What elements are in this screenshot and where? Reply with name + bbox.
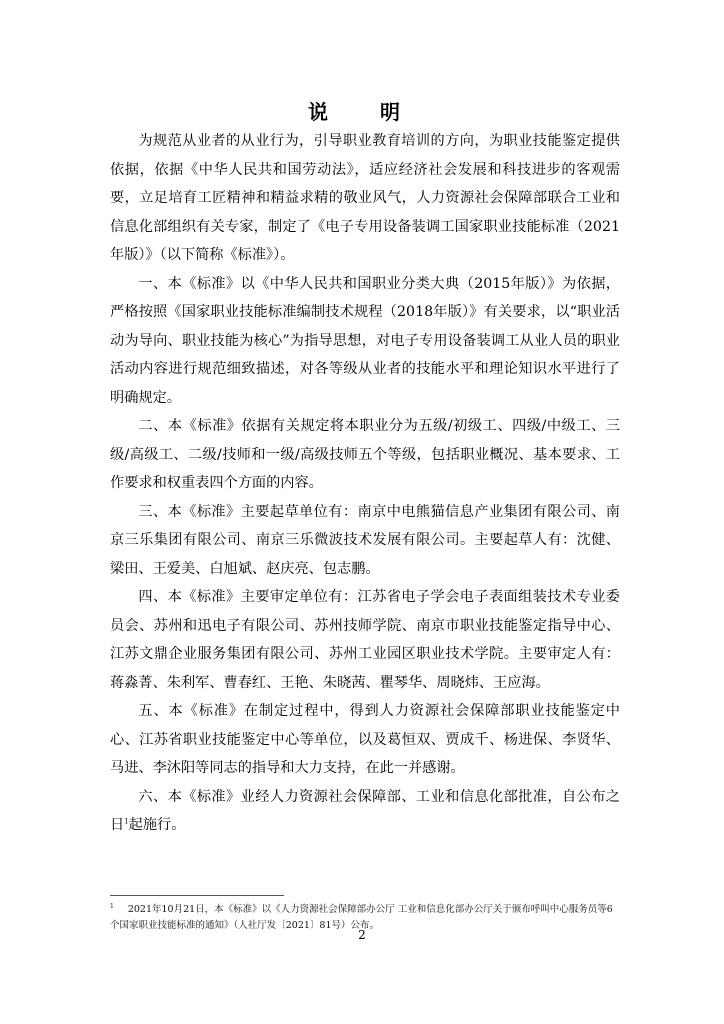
footnote-text: 2021年10月21日，本《标准》以《人力资源社会保障部办公厅 工业和信息化部办公厅关于颁布呼叫中心服务员等6个国家职业技能标准的通知》（人社厅发〔2021〕81号）公布。	[110, 904, 613, 931]
paragraph-6-text-end: 起施行。	[128, 817, 186, 833]
paragraph-6	[110, 783, 620, 840]
paragraph-4: 四、本《标准》主要审定单位有：江苏省电子学会电子表面组装技术专业委员会、苏州和迅电子有限公司、苏州技师学院、南京市职业技能鉴定指导中心、江苏文鼎企业服务集团有限公司、苏州工业园区职业技术学院。主要审定人有：蒋淼菁、朱利军、曹春红、王艳、朱晓茜、瞿琴华、周晓炜、王应海。	[110, 589, 620, 691]
page-number: 2	[358, 928, 366, 942]
body-text	[110, 127, 620, 840]
footnote-reference[interactable]: 1	[124, 817, 129, 826]
paragraph-6-text: 六、本《标准》业经人力资源社会保障部、工业和信息化部批准，自公布之日	[110, 788, 620, 833]
paragraph-3: 三、本《标准》主要起草单位有：南京中电熊猫信息产业集团有限公司、南京三乐集团有限公司、南京三乐微波技术发展有限公司。主要起草人有：沈健、梁田、王爱美、白旭斌、赵庆亮、包志鹏。	[110, 503, 620, 577]
footnote-mark: 1	[110, 902, 114, 910]
page-title: 说 明	[308, 100, 416, 124]
paragraph-5: 五、本《标准》在制定过程中，得到人力资源社会保障部职业技能鉴定中心、江苏省职业技能鉴定中心等单位，以及葛恒双、贾成千、杨进保、李贤华、马进、李沐阳等同志的指导和大力支持，在此一并感谢。	[110, 703, 620, 776]
paragraph-1: 一、本《标准》以《中华人民共和国职业分类大典（2015年版）》为依据，严格按照《国家职业技能标准编制技术规程（2018年版）》有关要求，以“职业活动为导向、职业技能为核心”为指导思想，对电子专用设备装调工从业人员的职业活动内容进行规范细致描述，对各等级从业者的技能水平和理论知识水平进行了明确规定。	[110, 275, 620, 406]
paragraph-intro: 为规范从业者的从业行为，引导职业教育培训的方向，为职业技能鉴定提供依据，依据《中华人民共和国劳动法》，适应经济社会发展和科技进步的客观需要，立足培育工匠精神和精益求精的敬业风气，人力资源社会保障部联合工业和信息化部组织有关专家，制定了《电子专用设备装调工国家职业技能标准（2021年版）》（以下简称《标准》）。	[110, 133, 620, 263]
paragraph-2: 二、本《标准》依据有关规定将本职业分为五级/初级工、四级/中级工、三级/高级工、二级/技师和一级/高级技师五个等级，包括职业概况、基本要求、工作要求和权重表四个方面的内容。	[110, 418, 620, 491]
footnote-divider	[110, 895, 284, 896]
